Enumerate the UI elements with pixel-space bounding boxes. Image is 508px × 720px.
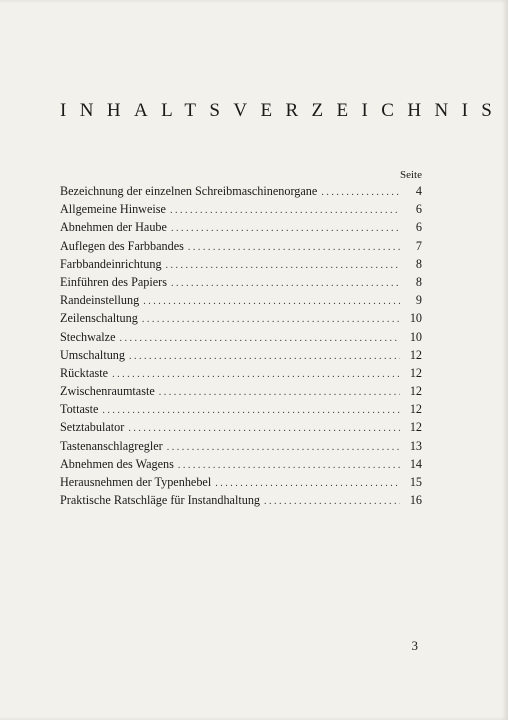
toc-entry-page: 8 (415, 256, 422, 271)
toc-entry (60, 457, 422, 475)
dot-leader (264, 496, 400, 507)
toc-entry (60, 184, 422, 202)
toc-entry-label: Farbbandeinrichtung (60, 256, 162, 271)
toc-entry-page: 10 (409, 329, 422, 344)
toc-entry-page: 12 (409, 347, 422, 362)
page-title: INHALTSVERZEICHNIS (60, 100, 506, 121)
toc-entry-page: 4 (415, 184, 422, 198)
toc-entry-page: 15 (409, 475, 422, 489)
toc-entry-label: Stechwalze (60, 329, 116, 344)
toc-entry-label: Herausnehmen der Typenhebel (60, 475, 212, 489)
page-column-header: Seite (400, 169, 422, 181)
dot-leader (171, 223, 400, 234)
toc-entry-page: 16 (409, 493, 422, 508)
dot-leader (170, 205, 400, 216)
toc-entry (60, 202, 422, 220)
toc-entry-label: Einführen des Papiers (60, 274, 167, 289)
toc-entry-label: Auflegen des Farbbandes (60, 238, 184, 253)
dot-leader (215, 478, 400, 489)
toc-entry-label: Allgemeine Hinweise (60, 202, 166, 217)
toc-entry-label: Umschaltung (60, 347, 125, 362)
toc-entry (60, 220, 422, 238)
toc-entry-page: 12 (409, 365, 422, 380)
toc-entry (60, 257, 422, 275)
toc-entry-label: Tastenanschlagregler (60, 438, 163, 453)
toc-entry (60, 475, 422, 493)
toc-entry-page: 13 (409, 438, 422, 453)
toc-entry-label: Setztabulator (60, 420, 125, 435)
dot-leader (178, 460, 400, 471)
table-of-contents (60, 184, 422, 511)
dot-leader (142, 314, 400, 325)
toc-entry-label: Praktische Ratschläge für Instandhaltung (60, 493, 261, 508)
toc-entry (60, 275, 422, 293)
toc-entry-page: 12 (409, 420, 422, 435)
toc-entry-label: Bezeichnung der einzelnen Schreibmaschinenorgane (60, 184, 318, 198)
toc-entry-page: 14 (409, 456, 422, 471)
toc-entry-label: Abnehmen des Wagens (60, 456, 174, 471)
dot-leader (159, 387, 400, 398)
dot-leader (321, 187, 400, 198)
dot-leader (143, 296, 400, 307)
toc-entry-page: 12 (409, 402, 422, 417)
dot-leader (120, 333, 401, 344)
toc-entry-page: 10 (409, 311, 422, 326)
toc-entry-page: 6 (415, 202, 422, 217)
toc-entry-label: Abnehmen der Haube (60, 220, 167, 235)
toc-entry-page: 12 (409, 384, 422, 399)
toc-entry (60, 311, 422, 329)
toc-entry (60, 402, 422, 420)
toc-entry-page: 6 (415, 220, 422, 235)
toc-entry (60, 493, 422, 511)
dot-leader (166, 260, 400, 271)
dot-leader (128, 423, 400, 434)
toc-entry (60, 439, 422, 457)
dot-leader (188, 242, 400, 253)
toc-entry-page: 8 (415, 274, 422, 289)
toc-entry-label: Zeilenschaltung (60, 311, 138, 326)
toc-entry-page: 9 (415, 293, 422, 308)
toc-entry-page: 7 (415, 238, 422, 253)
toc-entry-label: Zwischenraumtaste (60, 384, 155, 399)
toc-entry-label: Randeinstellung (60, 293, 140, 308)
toc-entry (60, 366, 422, 384)
toc-entry (60, 348, 422, 366)
toc-entry (60, 420, 422, 438)
toc-entry (60, 384, 422, 402)
dot-leader (112, 369, 400, 380)
toc-entry (60, 239, 422, 257)
toc-entry-label: Tottaste (60, 402, 99, 417)
toc-entry (60, 330, 422, 348)
dot-leader (129, 351, 400, 362)
dot-leader (167, 442, 400, 453)
dot-leader (171, 278, 400, 289)
toc-entry (60, 293, 422, 311)
toc-entry-label: Rücktaste (60, 365, 109, 380)
page-number: 3 (411, 638, 418, 653)
dot-leader (102, 405, 400, 416)
